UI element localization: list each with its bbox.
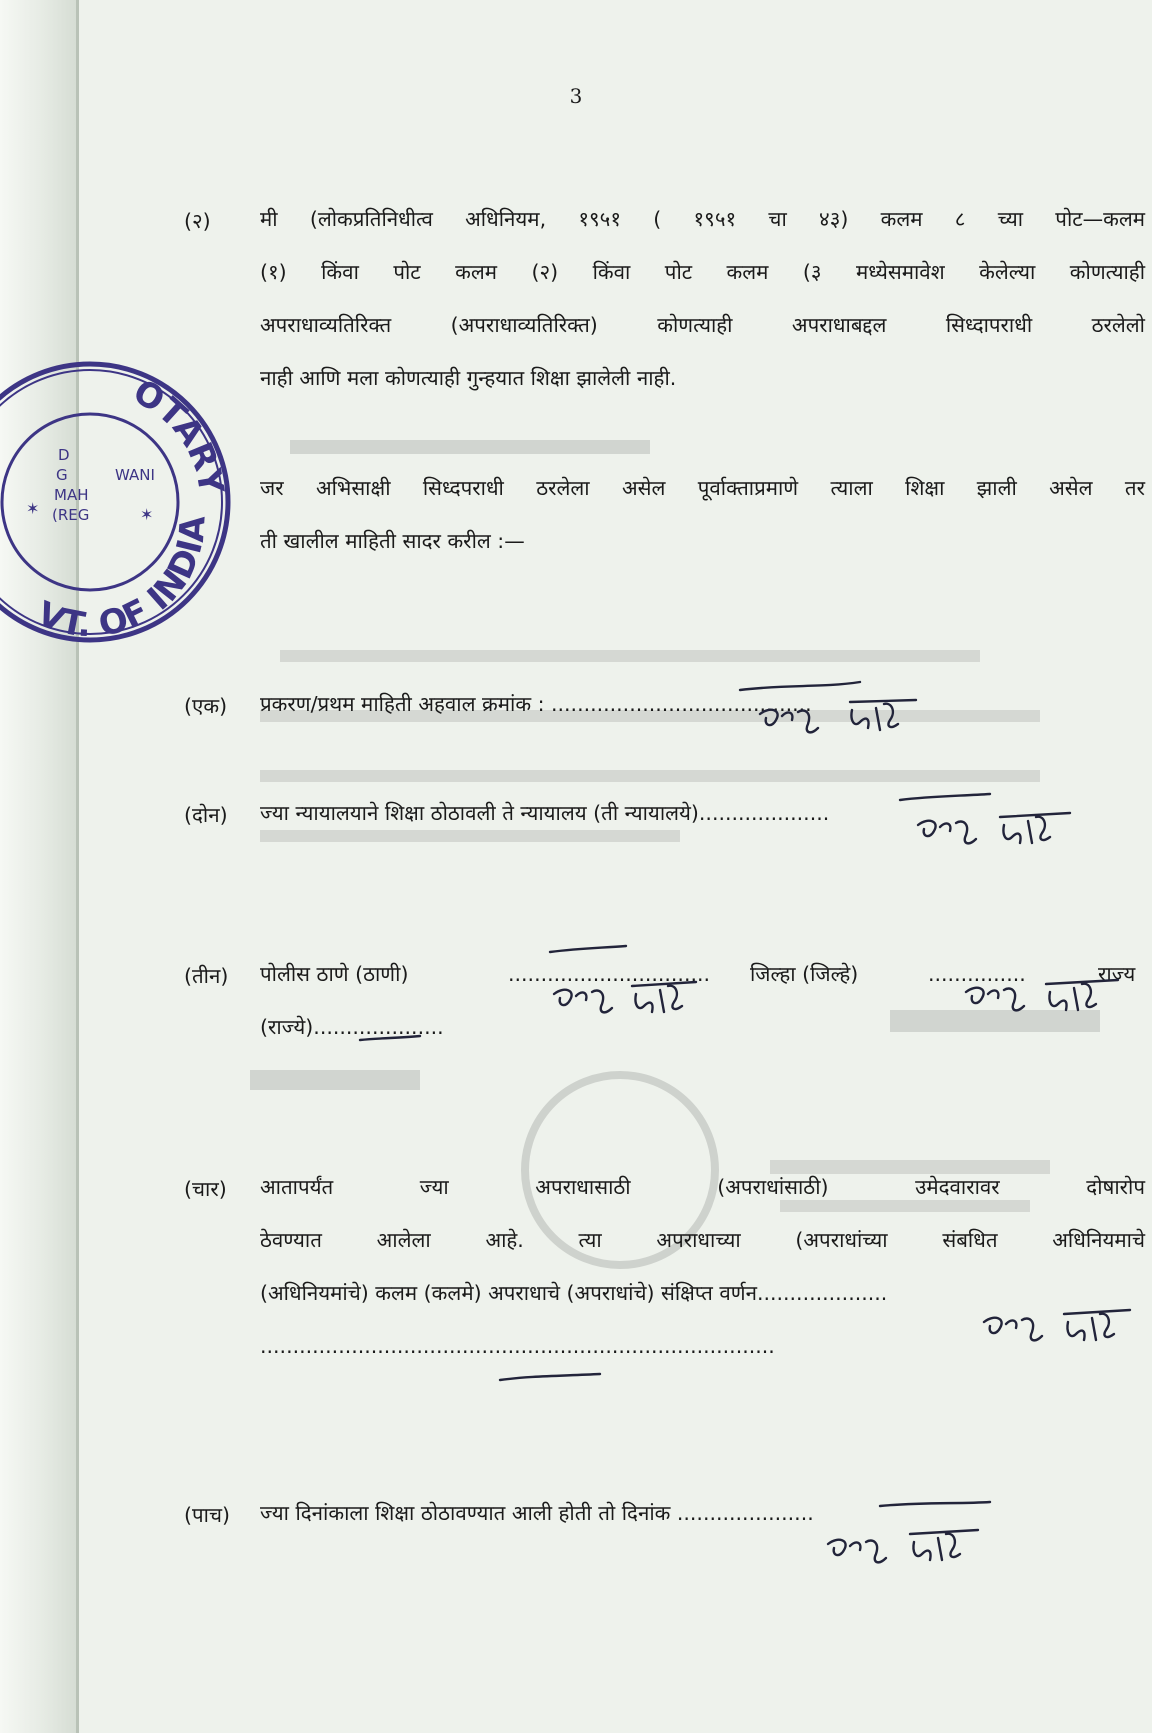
stamp-center-line: WANI: [115, 466, 155, 484]
item-number: (तीन): [184, 964, 229, 988]
stamp-center-line: MAH: [54, 486, 89, 504]
clause-line: अपराधाव्यतिरिक्त (अपराधाव्यतिरिक्त) कोणत्याही अपराधाबद्दल सिध्दापराधी ठरलेलो: [260, 313, 1145, 337]
clause-number: (२): [184, 209, 211, 233]
item-5-text: ज्या दिनांकाला शिक्षा ठोठावण्यात आली होती तो दिनांक .....................: [260, 1501, 814, 1525]
pen-stroke: [320, 1030, 440, 1050]
stamp-center-line: G: [56, 466, 68, 484]
stamp-ring-top: OTARY: [126, 371, 232, 498]
handwritten-answer-item-3-district: [950, 960, 1140, 1040]
intro-line: ती खालील माहिती सादर करील :—: [260, 529, 525, 553]
item-3-police-label: पोलीस ठाणे (ठाणी): [260, 962, 409, 986]
pen-stroke: [890, 790, 1010, 810]
stamp-center-line: (REG: [52, 506, 90, 524]
item-3-police-dots: ...............................: [508, 962, 711, 986]
item-3-state-label: राज्य: [1098, 962, 1136, 986]
page-number: 3: [569, 84, 583, 108]
item-4-line: ठेवण्यात आलेला आहे. त्या अपराधाच्या (अपराधांच्या संबधित अधिनियमाचे: [260, 1228, 1145, 1252]
item-number: (दोन): [184, 803, 228, 827]
intro-line: जर अभिसाक्षी सिध्दपराधी ठरलेला असेल पूर्वाक्ताप्रमाणे त्याला शिक्षा झाली असेल तर: [260, 476, 1145, 500]
item-1-text: प्रकरण/प्रथम माहिती अहवाल क्रमांक : ........................................: [260, 692, 812, 716]
item-number: (एक): [184, 694, 228, 718]
notary-stamp: [0, 352, 240, 652]
clause-line: नाही आणि मला कोणत्याही गुन्हयात शिक्षा झालेली नाही.: [260, 366, 677, 390]
handwritten-answer-item-3-police: [540, 960, 720, 1040]
handwritten-answer-item-5: [810, 1500, 1000, 1590]
clause-2-text: [260, 193, 1145, 405]
item-4-line: ...............................................................................: [260, 1334, 775, 1358]
binding-edge: [76, 0, 79, 1733]
stamp-star-icon: ✶: [140, 505, 154, 524]
svg-text:VT. OF INDIA: [31, 514, 213, 646]
item-3-line-2: (राज्ये)....................: [260, 1015, 444, 1039]
item-number: (चार): [184, 1177, 227, 1201]
handwritten-answer-item-4: [970, 1290, 1150, 1370]
handwritten-answer-item-1: [720, 672, 950, 758]
clause-line: मी (लोकप्रतिनिधीत्व अधिनियम, १९५१ ( १९५१ चा ४३) कलम ८ च्या पोट—कलम: [260, 207, 1145, 231]
page-binding: [0, 0, 78, 1733]
item-3-district-dots: ...............: [928, 962, 1026, 986]
pen-stroke: [460, 1360, 620, 1390]
pen-stroke: [540, 940, 640, 960]
clause-line: (१) किंवा पोट कलम (२) किंवा पोट कलम (३ मध्येसमावेश केलेल्या कोणत्याही: [260, 260, 1145, 284]
stamp-star-icon: ✶: [26, 499, 40, 518]
stamp-center-line: D: [58, 446, 70, 464]
item-3-district-label: जिल्हा (जिल्हे): [750, 962, 859, 986]
intro-paragraph: [260, 462, 1145, 568]
item-4-line: आतापर्यंत ज्या अपराधासाठी (अपराधांसाठी) उमेदवारावर दोषारोप: [260, 1175, 1145, 1199]
stamp-ring-bottom: VT. OF INDIA: [31, 514, 214, 646]
item-4-line: (अधिनियमांचे) कलम (कलमे) अपराधाचे (अपराधांचे) संक्षिप्त वर्णन....................: [260, 1281, 888, 1305]
item-number: (पाच): [184, 1503, 230, 1527]
item-2-text: ज्या न्यायालयाने शिक्षा ठोठावली ते न्यायालय (ती न्यायालये)....................: [260, 801, 830, 825]
